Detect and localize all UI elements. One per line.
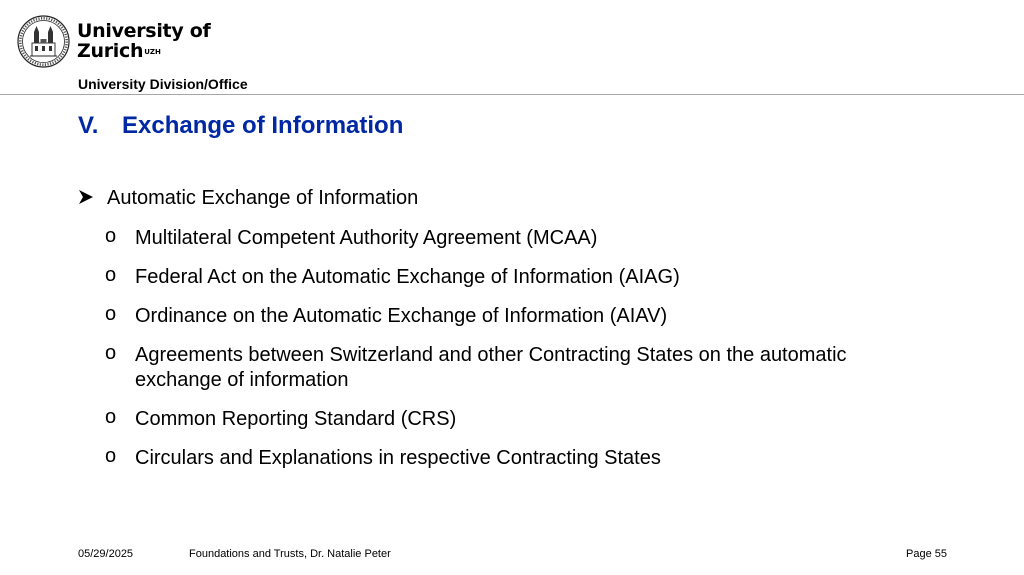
main-bullet-text: Automatic Exchange of Information [107, 187, 419, 209]
sub-bullet-text: Ordinance on the Automatic Exchange of Information (AIAV) [135, 305, 668, 327]
university-name-line1: University of [77, 20, 211, 42]
sub-bullet-marker: o [105, 342, 117, 364]
sub-bullet-marker: o [105, 406, 117, 428]
list-item [105, 446, 935, 471]
sub-bullet-text: Circulars and Explanations in respective Contracting States [135, 447, 661, 469]
sub-bullet-text: Federal Act on the Automatic Exchange of Information (AIAG) [135, 266, 680, 288]
university-name [77, 21, 210, 61]
sub-bullet-marker: o [105, 225, 117, 247]
university-seal-icon [17, 15, 70, 68]
sub-bullet-marker: o [105, 264, 117, 286]
footer-date: 05/29/2025 [78, 548, 134, 560]
list-item [105, 343, 935, 393]
sub-bullet-text: Multilateral Competent Authority Agreement (MCAA) [135, 227, 598, 249]
footer-page-number: Page 55 [906, 548, 947, 560]
sub-bullet-marker: o [105, 445, 117, 467]
slide-title [78, 112, 403, 140]
sub-bullet-text: Agreements between Switzerland and other Contracting States on the automatic exchange of information [135, 344, 847, 391]
list-item [105, 226, 935, 251]
university-name-line2 [77, 41, 210, 61]
sub-bullet-list [105, 226, 935, 485]
university-tag: UZH [144, 48, 161, 56]
list-item [105, 304, 935, 329]
header-divider [0, 94, 1024, 95]
university-city: Zurich [77, 40, 144, 62]
slide-title-text: Exchange of Information [122, 112, 404, 139]
sub-bullet-text: Common Reporting Standard (CRS) [135, 408, 457, 430]
division-label: University Division/Office [78, 76, 248, 92]
list-item [105, 265, 935, 290]
arrowhead-bullet-icon [78, 189, 94, 205]
sub-bullet-marker: o [105, 303, 117, 325]
list-item [105, 407, 935, 432]
footer-presentation-title: Foundations and Trusts, Dr. Natalie Peter [189, 548, 391, 560]
slide-title-number: V. [78, 112, 99, 139]
